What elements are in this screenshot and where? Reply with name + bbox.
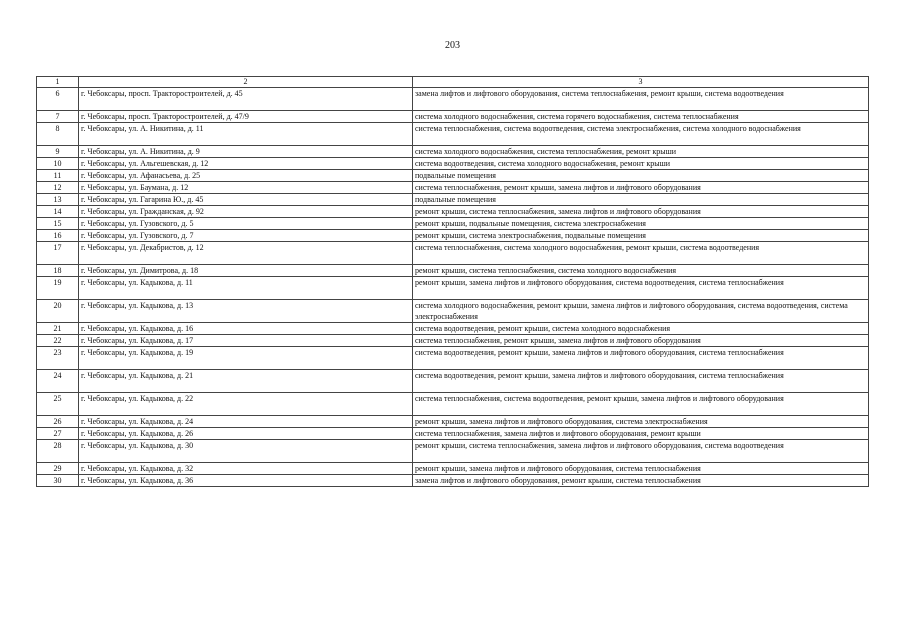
row-number: 28: [37, 440, 79, 463]
row-number: 7: [37, 111, 79, 123]
row-number: 27: [37, 428, 79, 440]
table-row: [37, 111, 869, 123]
row-number: 15: [37, 218, 79, 230]
row-address: г. Чебоксары, ул. Гузовского, д. 7: [79, 230, 413, 242]
table-row: [37, 347, 869, 370]
row-address: г. Чебоксары, просп. Тракторостроителей, д. 47/9: [79, 111, 413, 123]
table-row: [37, 440, 869, 463]
page-number: 203: [445, 40, 460, 51]
row-works: система теплоснабжения, система холодного водоснабжения, ремонт крыши, система водоотведения: [413, 242, 869, 265]
works-table: [36, 76, 869, 487]
row-number: 12: [37, 182, 79, 194]
row-number: 19: [37, 277, 79, 300]
row-address: г. Чебоксары, ул. Кадыкова, д. 19: [79, 347, 413, 370]
row-number: 25: [37, 393, 79, 416]
row-number: 10: [37, 158, 79, 170]
row-number: 16: [37, 230, 79, 242]
row-number: 13: [37, 194, 79, 206]
row-works: система теплоснабжения, ремонт крыши, замена лифтов и лифтового оборудования: [413, 335, 869, 347]
table-header-row: [37, 77, 869, 88]
row-address: г. Чебоксары, ул. Кадыкова, д. 17: [79, 335, 413, 347]
row-works: ремонт крыши, система теплоснабжения, замена лифтов и лифтового оборудования, система водоотведения: [413, 440, 869, 463]
table-row: [37, 170, 869, 182]
table-row: [37, 265, 869, 277]
row-works: ремонт крыши, система теплоснабжения, замена лифтов и лифтового оборудования: [413, 206, 869, 218]
row-number: 17: [37, 242, 79, 265]
row-number: 29: [37, 463, 79, 475]
row-works: подвальные помещения: [413, 170, 869, 182]
row-number: 21: [37, 323, 79, 335]
row-works: ремонт крыши, замена лифтов и лифтового оборудования, система теплоснабжения: [413, 463, 869, 475]
row-address: г. Чебоксары, ул. Кадыкова, д. 36: [79, 475, 413, 487]
row-address: г. Чебоксары, ул. Гузовского, д. 5: [79, 218, 413, 230]
row-address: г. Чебоксары, ул. Кадыкова, д. 32: [79, 463, 413, 475]
table-row: [37, 416, 869, 428]
row-address: г. Чебоксары, ул. Гагарина Ю., д. 45: [79, 194, 413, 206]
row-works: ремонт крыши, система теплоснабжения, система холодного водоснабжения: [413, 265, 869, 277]
row-number: 14: [37, 206, 79, 218]
row-address: г. Чебоксары, ул. Кадыкова, д. 11: [79, 277, 413, 300]
row-works: ремонт крыши, подвальные помещения, система электроснабжения: [413, 218, 869, 230]
row-works: система теплоснабжения, система водоотведения, ремонт крыши, замена лифтов и лифтового оборудования: [413, 393, 869, 416]
table-row: [37, 428, 869, 440]
header-cell-1: 1: [37, 77, 79, 88]
row-address: г. Чебоксары, ул. Кадыкова, д. 16: [79, 323, 413, 335]
row-address: г. Чебоксары, ул. А. Никитина, д. 9: [79, 146, 413, 158]
row-address: г. Чебоксары, ул. Кадыкова, д. 30: [79, 440, 413, 463]
table-row: [37, 194, 869, 206]
row-address: г. Чебоксары, ул. Кадыкова, д. 26: [79, 428, 413, 440]
table-row: [37, 182, 869, 194]
table-row: [37, 88, 869, 111]
row-number: 24: [37, 370, 79, 393]
table-row: [37, 335, 869, 347]
header-cell-3: 3: [413, 77, 869, 88]
row-address: г. Чебоксары, ул. А. Никитина, д. 11: [79, 123, 413, 146]
row-works: система холодного водоснабжения, система теплоснабжения, ремонт крыши: [413, 146, 869, 158]
row-address: г. Чебоксары, ул. Кадыкова, д. 13: [79, 300, 413, 323]
table-row: [37, 463, 869, 475]
row-number: 26: [37, 416, 79, 428]
row-works: ремонт крыши, замена лифтов и лифтового оборудования, система электроснабжения: [413, 416, 869, 428]
row-address: г. Чебоксары, ул. Кадыкова, д. 22: [79, 393, 413, 416]
row-number: 22: [37, 335, 79, 347]
table-row: [37, 230, 869, 242]
row-address: г. Чебоксары, просп. Тракторостроителей, д. 45: [79, 88, 413, 111]
table-row: [37, 393, 869, 416]
row-works: система теплоснабжения, ремонт крыши, замена лифтов и лифтового оборудования: [413, 182, 869, 194]
row-number: 11: [37, 170, 79, 182]
table-row: [37, 146, 869, 158]
header-cell-2: 2: [79, 77, 413, 88]
row-number: 18: [37, 265, 79, 277]
table-row: [37, 475, 869, 487]
row-works: система водоотведения, ремонт крыши, система холодного водоснабжения: [413, 323, 869, 335]
row-address: г. Чебоксары, ул. Декабристов, д. 12: [79, 242, 413, 265]
row-works: ремонт крыши, система электроснабжения, подвальные помещения: [413, 230, 869, 242]
row-works: ремонт крыши, замена лифтов и лифтового оборудования, система водоотведения, система теплоснабжения: [413, 277, 869, 300]
row-address: г. Чебоксары, ул. Кадыкова, д. 24: [79, 416, 413, 428]
row-address: г. Чебоксары, ул. Баумана, д. 12: [79, 182, 413, 194]
row-number: 6: [37, 88, 79, 111]
row-works: система водоотведения, ремонт крыши, замена лифтов и лифтового оборудования, система теплоснабжения: [413, 347, 869, 370]
row-works: система водоотведения, ремонт крыши, замена лифтов и лифтового оборудования, система теплоснабжения: [413, 370, 869, 393]
table-row: [37, 218, 869, 230]
table-row: [37, 242, 869, 265]
table-row: [37, 370, 869, 393]
row-address: г. Чебоксары, ул. Кадыкова, д. 21: [79, 370, 413, 393]
row-works: система теплоснабжения, система водоотведения, система электроснабжения, система холодного водоснабжения: [413, 123, 869, 146]
row-address: г. Чебоксары, ул. Димитрова, д. 18: [79, 265, 413, 277]
table-row: [37, 123, 869, 146]
row-number: 20: [37, 300, 79, 323]
table-row: [37, 300, 869, 323]
row-works: система холодного водоснабжения, ремонт крыши, замена лифтов и лифтового оборудования, система водоотведения, система электроснабжения: [413, 300, 869, 323]
row-works: подвальные помещения: [413, 194, 869, 206]
row-works: система теплоснабжения, замена лифтов и лифтового оборудования, ремонт крыши: [413, 428, 869, 440]
table-row: [37, 323, 869, 335]
row-works: система холодного водоснабжения, система горячего водоснабжения, система теплоснабжения: [413, 111, 869, 123]
row-number: 8: [37, 123, 79, 146]
row-works: система водоотведения, система холодного водоснабжения, ремонт крыши: [413, 158, 869, 170]
row-number: 30: [37, 475, 79, 487]
table-row: [37, 206, 869, 218]
row-number: 9: [37, 146, 79, 158]
row-address: г. Чебоксары, ул. Альгешевская, д. 12: [79, 158, 413, 170]
row-works: замена лифтов и лифтового оборудования, ремонт крыши, система теплоснабжения: [413, 475, 869, 487]
row-address: г. Чебоксары, ул. Гражданская, д. 92: [79, 206, 413, 218]
table-row: [37, 277, 869, 300]
row-number: 23: [37, 347, 79, 370]
table-row: [37, 158, 869, 170]
row-works: замена лифтов и лифтового оборудования, система теплоснабжения, ремонт крыши, система водоотведения: [413, 88, 869, 111]
row-address: г. Чебоксары, ул. Афанасьева, д. 25: [79, 170, 413, 182]
